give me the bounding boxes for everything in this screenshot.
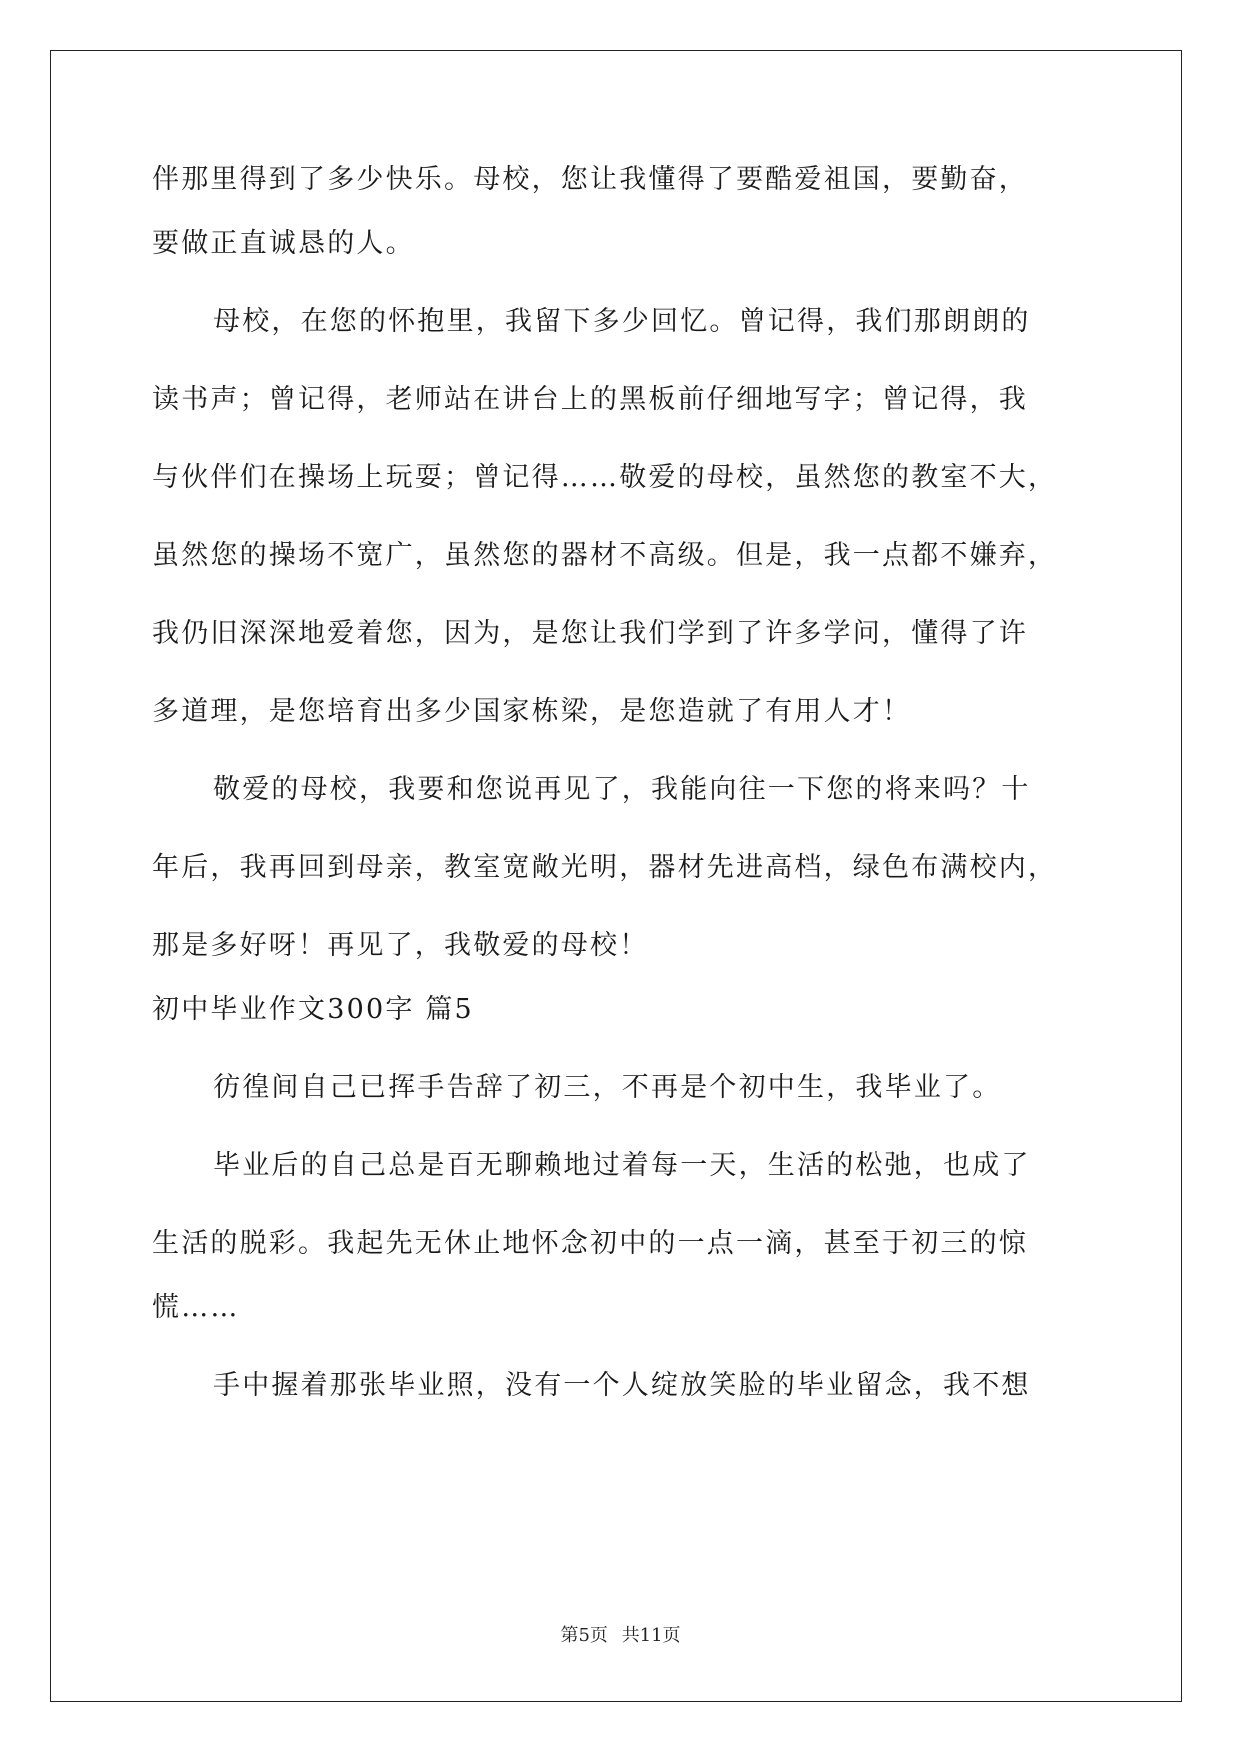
- paragraph-start-line: 手中握着那张毕业照，没有一个人绽放笑脸的毕业留念，我不想: [213, 1370, 1031, 1401]
- section-heading: 初中毕业作文300字 篇5: [152, 994, 474, 1025]
- paragraph-start-line: 母校，在您的怀抱里，我留下多少回忆。曾记得，我们那朗朗的: [213, 306, 1031, 337]
- paragraph-start-line: 彷徨间自己已挥手告辞了初三，不再是个初中生，我毕业了。: [213, 1072, 1002, 1103]
- paragraph-start-line: 敬爱的母校，我要和您说再见了，我能向往一下您的将来吗？十: [213, 774, 1031, 805]
- text-line: 年后，我再回到母亲，教室宽敞光明，器材先进高档，绿色布满校内，: [152, 852, 1058, 883]
- page-number: 第5页: [560, 1625, 608, 1646]
- text-line: 生活的脱彩。我起先无休止地怀念初中的一点一滴，甚至于初三的惊: [152, 1228, 1028, 1259]
- text-line: 慌……: [152, 1292, 240, 1323]
- text-line: 要做正直诚恳的人。: [152, 228, 415, 259]
- total-pages: 共11页: [621, 1625, 681, 1646]
- text-line: 读书声；曾记得，老师站在讲台上的黑板前仔细地写字；曾记得，我: [152, 384, 1028, 415]
- text-line: 与伙伴们在操场上玩耍；曾记得……敬爱的母校，虽然您的教室不大，: [152, 462, 1058, 493]
- text-line: 那是多好呀！再见了，我敬爱的母校！: [152, 930, 649, 961]
- text-line: 多道理，是您培育出多少国家栋梁，是您造就了有用人才！: [152, 696, 912, 727]
- paragraph-start-line: 毕业后的自己总是百无聊赖地过着每一天，生活的松弛，也成了: [213, 1150, 1031, 1181]
- text-line: 伴那里得到了多少快乐。母校，您让我懂得了要酷爱祖国，要勤奋，: [152, 164, 1028, 195]
- text-line: 我仍旧深深地爱着您，因为，是您让我们学到了许多学问，懂得了许: [152, 618, 1028, 649]
- page-footer: [0, 1621, 1241, 1647]
- text-line: 虽然您的操场不宽广，虽然您的器材不高级。但是，我一点都不嫌弃，: [152, 540, 1058, 571]
